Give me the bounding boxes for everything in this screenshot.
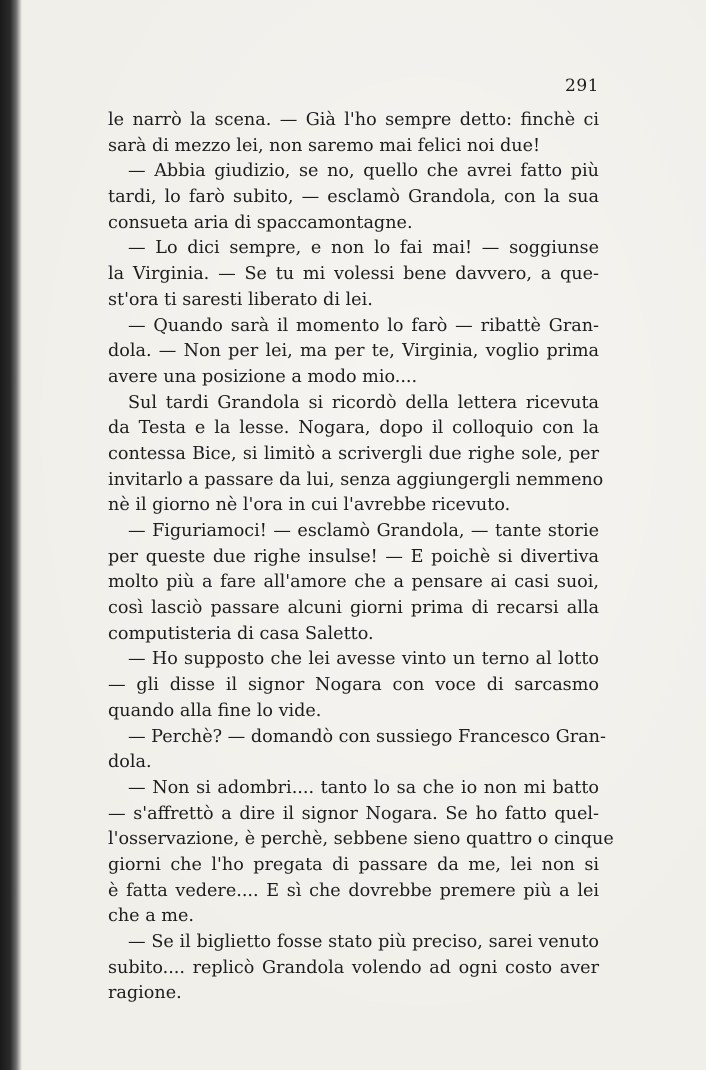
text-line: — Abbia giudizio, se no, quello che avrei fatto più: [128, 161, 599, 182]
text-line: consueta aria di spaccamontagne.: [108, 212, 413, 233]
text-line: computisteria di casa Saletto.: [108, 623, 374, 644]
text-line: — Perchè? — domandò con sussiego Francesco Gran-: [128, 726, 606, 747]
text-line: giorni che l'ho pregata di passare da me, lei non si: [108, 854, 599, 875]
text-line: — Se il biglietto fosse stato più preciso, sarei venuto: [128, 932, 599, 952]
text-line: invitarlo a passare da lui, senza aggiungergli nemmeno: [108, 469, 604, 490]
text-line: Sul tardi Grandola si ricordò della lettera ricevuta: [128, 392, 599, 413]
text-line: che a me.: [108, 906, 194, 927]
text-line: st'ora ti saresti liberato di lei.: [108, 289, 373, 310]
text-line: — Figuriamoci! — esclamò Grandola, — tante storie: [128, 521, 599, 541]
text-line: le narrò la scena. — Già l'ho sempre detto: finchè ci: [108, 110, 599, 130]
text-line: — gli disse il signor Nogara con voce di sarcasmo: [108, 675, 599, 696]
text-line: la Virginia. — Se tu mi volessi bene davvero, a que-: [108, 264, 599, 285]
text-line: è fatta vedere.... E sì che dovrebbe premere più a lei: [108, 880, 599, 901]
text-line: — Ho supposto che lei avesse vinto un terno al lotto: [128, 649, 599, 670]
text-line: così lasciò passare alcuni giorni prima di recarsi alla: [108, 598, 599, 619]
text-line: contessa Bice, si limitò a scrivergli due righe sole, per: [108, 443, 599, 464]
text-line: — s'affrettò a dire il signor Nogara. Se ho fatto quel-: [108, 803, 599, 824]
text-line: avere una posizione a modo mio....: [108, 366, 418, 387]
text-line: quando alla fine lo vide.: [108, 700, 322, 721]
text-line: dola.: [108, 752, 152, 773]
text-line: — Quando sarà il momento lo farò — ribattè Gran-: [128, 315, 599, 336]
binding-edge: [0, 0, 22, 1070]
body-text: [108, 108, 614, 1007]
text-line: — Non si adombri.... tanto lo sa che io non mi batto: [128, 777, 599, 798]
text-line: dola. — Non per lei, ma per te, Virginia, voglio prima: [108, 341, 599, 362]
text-line: — Lo dici sempre, e non lo fai mai! — soggiunse: [128, 238, 599, 259]
text-line: sarà di mezzo lei, non saremo mai felici noi due!: [108, 135, 541, 156]
text-line: subito.... replicò Grandola volendo ad ogni costo aver: [108, 957, 599, 978]
text-line: l'osservazione, è perchè, sebbene sieno quattro o cinque: [108, 829, 614, 850]
text-line: per queste due righe insulse! — E poichè si divertiva: [108, 546, 599, 567]
text-line: nè il giorno nè l'ora in cui l'avrebbe ricevuto.: [108, 495, 511, 516]
page-number: 291: [565, 76, 599, 96]
text-line: ragione.: [108, 983, 182, 1004]
text-line: molto più a fare all'amore che a pensare ai casi suoi,: [108, 572, 599, 593]
text-line: da Testa e la lesse. Nogara, dopo il colloquio con la: [108, 418, 599, 439]
text-line: tardi, lo farò subito, — esclamò Grandola, con la sua: [108, 187, 599, 208]
